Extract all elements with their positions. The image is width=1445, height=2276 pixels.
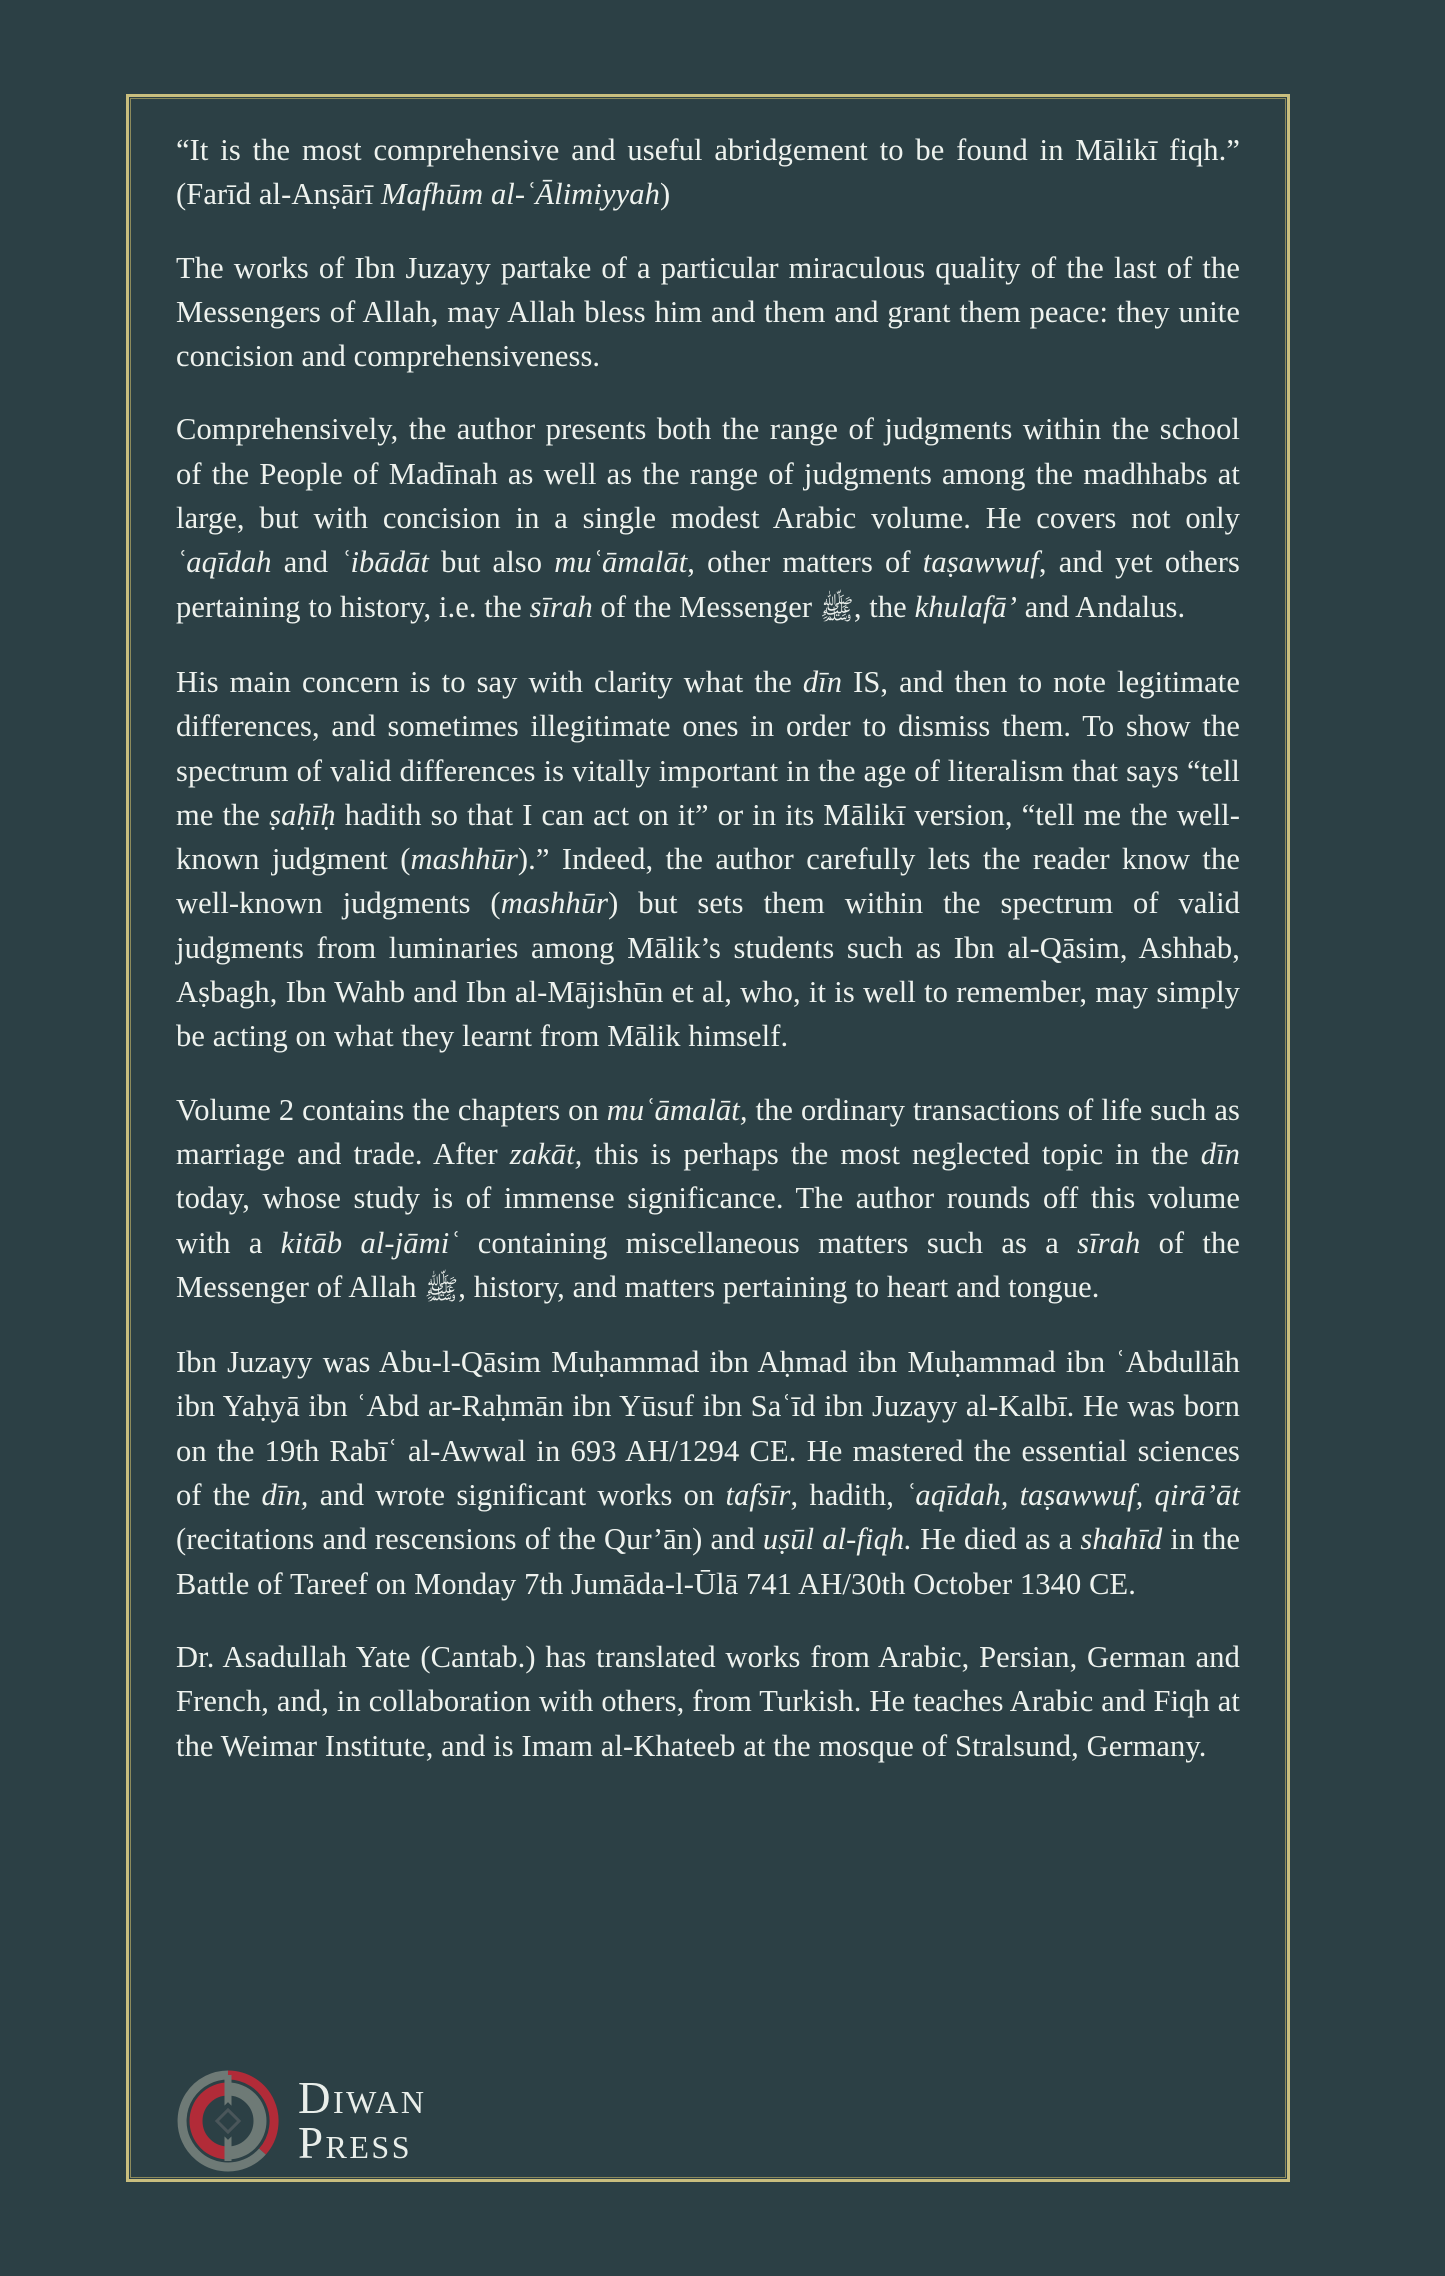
transliterated-term: muʿāmalāt [554, 545, 688, 580]
text-run: the ordinary transactions of life such as marriage and trade. After [176, 1092, 1241, 1171]
text-run: IS, and then to note legitimate differences, and sometimes illegitimate ones in order to dismiss them. To show the spectrum of valid differences is vitally important in the age of literalism that says “tell me the [176, 664, 1240, 832]
transliterated-term: shahīd [1080, 1522, 1163, 1557]
blurb-paragraph-clarity-of-din [176, 660, 1240, 1059]
text-run: His main concern is to say with clarity what the [176, 664, 803, 699]
text-run: today, whose study is of immense significance. The author rounds off this volume with a [176, 1181, 1240, 1260]
diwan-press-roundel-icon [176, 2069, 280, 2173]
text-run: ) [659, 177, 671, 212]
sallallahu-alayhi-wa-sallam-icon: ﷺ [819, 594, 854, 626]
blurb-paragraph-endorsement-quote [176, 128, 1240, 217]
transliterated-term: uṣūl al-fiqh. [762, 1522, 913, 1557]
sallallahu-alayhi-wa-sallam-icon: ﷺ [424, 1274, 459, 1306]
publisher-name [298, 2072, 427, 2168]
text-run: in the Battle of Tareef on Monday 7th Jumāda-l-Ūlā 741 AH/30th October 1340 CE. [176, 1522, 1241, 1601]
text-run: containing miscellaneous matters such as a [459, 1225, 1078, 1260]
text-run: ).” Indeed, the author carefully lets the reader know the well-known judgments ( [176, 842, 1240, 921]
blurb-paragraph-translator-biography [176, 1635, 1240, 1768]
publisher-name-line-1: Diwan [298, 2072, 427, 2123]
text-run: , the [853, 589, 915, 624]
text-run: Volume 2 contains the chapters on [176, 1092, 607, 1127]
transliterated-term: mashhūr [500, 886, 609, 921]
blurb-text-block [176, 128, 1240, 2148]
text-run: and Andalus. [1017, 589, 1186, 624]
text-run: and wrote significant works on [308, 1478, 726, 1513]
text-run: and [271, 545, 341, 580]
text-run: Dr. Asadullah Yate (Cantab.) has translated works from Arabic, Persian, German and French, and, in collaboration with others, from Turkish. He teaches Arabic and Fiqh at the Weimar Institute, and is Imam al-Khateeb at the mosque of Stralsund, Germany. [176, 1639, 1240, 1763]
text-run: Ibn Juzayy was Abu-l-Qāsim Muḥammad ibn Aḥmad ibn Muḥammad ibn ʿAbdullāh ibn Yaḥyā ibn ʿAbd ar-Raḥmān ibn Yūsuf ibn Saʿīd ibn Juzayy al-Kalbī. He was born on the 19th Rabīʿ al-Awwal in 693 AH/1294 CE. He mastered the essential sciences of the [176, 1345, 1240, 1513]
transliterated-term: ʿaqīdah, taṣawwuf, qirā’āt [905, 1478, 1240, 1513]
transliterated-term: ʿibādāt [340, 545, 430, 580]
transliterated-term: khulafā’ [914, 589, 1018, 624]
transliterated-term: muʿāmalāt, [606, 1092, 748, 1127]
transliterated-term: kitāb al-jāmiʿ [280, 1225, 460, 1260]
blurb-paragraph-author-biography [176, 1340, 1240, 1606]
text-run: ) but sets them within the spectrum of valid judgments from luminaries among Mālik’s students such as Ibn al-Qāsim, Ashhab, Aṣbagh, Ibn Wahb and Ibn al-Mājishūn et al, who, it is well to remember, may simply be acting on what they learnt from Mālik himself. [176, 886, 1240, 1054]
text-run: of the Messenger of Allah [176, 1225, 1240, 1304]
publisher-name-line-2: Press [298, 2118, 413, 2168]
text-run: Comprehensively, the author presents both the range of judgments within the school of the People of Madīnah as well as the range of judgments among the madhhabs at large, but with concision in a single modest Arabic volume. He covers not only [176, 412, 1240, 536]
text-run: , other matters of [687, 545, 923, 580]
text-run: , and yet others pertaining to history, i.e. the [176, 545, 1240, 624]
publisher-logo-block [176, 2056, 427, 2186]
text-run: , hadith, [790, 1478, 906, 1513]
transliterated-term: dīn [1200, 1136, 1241, 1171]
text-run: (recitations and rescensions of the Qur’ān) and [176, 1522, 763, 1557]
transliterated-term: Mafhūm al-ʿĀlimiyyah [380, 177, 660, 212]
blurb-paragraph-miraculous-quality [176, 246, 1240, 379]
transliterated-term: mashhūr [410, 842, 518, 877]
transliterated-term: dīn [802, 664, 843, 699]
text-run: , history, and matters pertaining to heart and tongue. [458, 1269, 1100, 1304]
blurb-paragraph-comprehensiveness [176, 407, 1240, 630]
blurb-paragraph-volume-two-contents [176, 1088, 1240, 1311]
transliterated-term: sīrah [529, 589, 593, 624]
transliterated-term: taṣawwuf [922, 545, 1039, 580]
text-run: but also [429, 545, 555, 580]
text-run: hadith so that I can act on it” or in its Mālikī version, “tell me the well-known judgment ( [176, 797, 1240, 877]
text-run: He died as a [912, 1522, 1081, 1557]
text-run: “It is the most comprehensive and useful abridgement to be found in Mālikī fiqh.” (Farīd al-Anṣārī [176, 133, 1240, 212]
transliterated-term: ʿaqīdah [176, 545, 272, 580]
transliterated-term: tafsīr [725, 1478, 791, 1513]
transliterated-term: ṣaḥīḥ [269, 797, 336, 832]
transliterated-term: zakāt, [509, 1136, 583, 1171]
text-run: The works of Ibn Juzayy partake of a particular miraculous quality of the last of the Messengers of Allah, may Allah bless him and them and grant them peace: they unite concision and comprehensiveness. [176, 250, 1240, 374]
text-run: this is perhaps the most neglected topic in the [582, 1136, 1201, 1171]
transliterated-term: dīn, [261, 1478, 309, 1513]
text-run: of the Messenger [592, 589, 820, 624]
transliterated-term: sīrah [1077, 1225, 1141, 1260]
